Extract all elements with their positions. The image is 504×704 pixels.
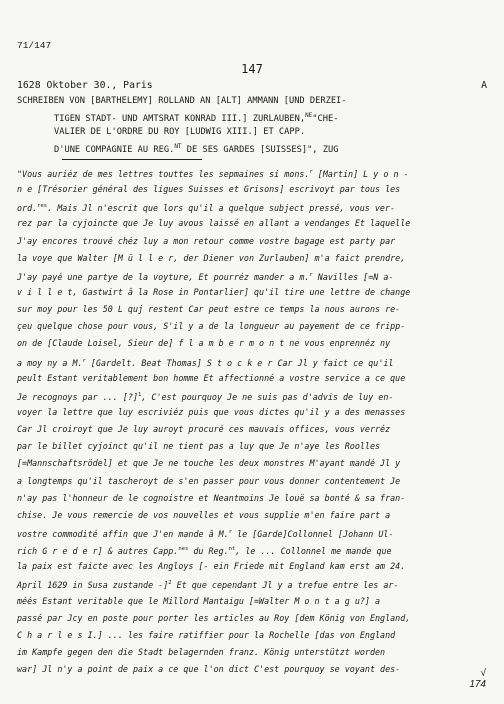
body-line: méés Estant veritable que le Millord Mantaigu [=Walter M o n t a g u?] a xyxy=(17,595,381,606)
page-reference: 71/147 xyxy=(17,40,52,51)
body-line: ҫeu quelque chose pour vous, S'il y a de la longueur au payement de ce fripp- xyxy=(17,321,406,332)
body-line: Je recognoys par ... [?]$^1$, C'est pourquoy Je ne suis pas d'advis de luy en- xyxy=(17,391,394,402)
body-line: ord.$^{res}$. Mais Jl n'escrit que lors qu'il a quelque subject pressé, vous ver- xyxy=(17,203,396,214)
body-line: J'ay encores trouvé chéz luy a mon retour comme vostre bagage est party par xyxy=(17,235,396,246)
title-line: D'UNE COMPAGNIE AU REG.$^{NT}$ DE SES GARDES [SUISSES]", ZUG xyxy=(54,142,339,155)
body-line: n'ay pas l'honneur de le cognoistre et Neantmoins Je louë sa bonté & sa fran- xyxy=(17,492,406,503)
document-header xyxy=(17,80,487,91)
body-line: la voye que Walter [M ü l l e r, der Diener von Zurlauben] m'a faict prendre, xyxy=(17,252,406,263)
body-line: rez par la cyjoincte que Je luy avous laissé en allant a vendanges Et laquelle xyxy=(17,218,411,229)
body-line: Car Jl croiroyt que Je luy auroyt procuré ces mauvais offices, vous verréz xyxy=(17,424,391,435)
title-superscript: NE xyxy=(305,111,313,119)
date-place: 1628 Oktober 30., Paris xyxy=(17,80,153,91)
body-line: passé par Jcy en poste pour porter les articles au Roy [dem König von England, xyxy=(17,612,411,623)
title-line: SCHREIBEN VON [BARTHELEMY] ROLLAND AN [ALT] AMMANN [UND DERZEI- xyxy=(17,96,347,106)
document-type: A xyxy=(481,80,487,91)
body-line: a moy ny a M.$^r$ [Gardelt. Beat Thomas] S t o c k e r Car Jl y faict ce qu'il xyxy=(17,357,394,368)
body-line: rich G r e d e r] & autres Capp.$^{nes}$ du Reg.$^{nt}$, le ... Collonnel me mande que xyxy=(17,546,392,557)
separator-rule xyxy=(62,159,202,160)
letter-body xyxy=(17,164,492,678)
body-line: J'ay payé une partye de la voyture, Et pourréz mander a m.$^r$ Navilles [=N a- xyxy=(17,271,394,282)
document-title xyxy=(17,95,487,157)
body-line: la paix est faicte avec les Angloys [- ein Friede mit England kam erst am 24. xyxy=(17,561,406,572)
body-line: [=Mannschaftsrödel] et que Je ne touche les deux monstres M'ayant mandé Jl y xyxy=(17,458,401,469)
body-line: a longtemps qu'il tascheroyt de s'en passer pour vous donner contentement Je xyxy=(17,475,401,486)
body-line: April 1629 in Susa zustande -]$^2$ Et que cependant Jl y a trefue entre les ar- xyxy=(17,580,399,591)
body-line: war] Jl n'y a point de paix a ce que l'on dict C'est pourquoy se voyant des- xyxy=(17,664,401,675)
body-line: im Kampfe gegen den die Stadt belagernden franz. König unterstützt worden xyxy=(17,646,386,657)
body-line: chise. Je vous remercie de vos nouvelles et vous supplie m'en faire part a xyxy=(17,509,391,520)
document-number: 147 xyxy=(241,62,263,76)
title-superscript: NT xyxy=(174,142,182,150)
handwritten-page-mark xyxy=(469,668,486,690)
body-line: par le billet cyjoinct qu'il ne tient pas a luy que Je n'aye les Roolles xyxy=(17,441,381,452)
body-line: C h a r l e s I.] ... les faire ratiffier pour la Rochelle [das von England xyxy=(17,629,396,640)
body-line: on de [Claude Loisel, Sieur de] f l a m b e r m o n t ne vous enprennéz ny xyxy=(17,338,391,349)
body-line: sur moy pour les 50 L quj restent Car peut estre ce temps la nous aurons re- xyxy=(17,304,401,315)
body-line: peult Estant veritablement bon homme Et affectionné a vostre service a ce que xyxy=(17,372,406,383)
body-line: n e [Trésorier général des ligues Suisses et Grisons] escrivoyt par tous les xyxy=(17,184,401,195)
body-line: voyer la lettre que luy escriviéz puis que vous dictes qu'il y a des menasses xyxy=(17,406,406,417)
handwritten-page-number: 174 xyxy=(469,679,486,690)
body-line: v i l l e t, Gastwirt â la Rose in Pontarlier] qu'il tire une lettre de change xyxy=(17,286,411,297)
title-line: TIGEN STADT- UND AMTSRAT KONRAD III.] ZURLAUBEN,$^{NE}$"CHE- xyxy=(54,111,339,124)
body-line: vostre commodité affin que J'en mande â M.$^r$ le [Garde]Collonnel [Johann Ul- xyxy=(17,528,394,539)
title-line: VALIER DE L'ORDRE DU ROY [LUDWIG XIII.] ET CAPP. xyxy=(54,127,306,138)
check-mark-icon: √ xyxy=(480,668,486,679)
body-line: "Vous auriéz de mes lettres touttes les sepmaines si mons.$^r$ [Martin] L y o n - xyxy=(17,169,409,179)
